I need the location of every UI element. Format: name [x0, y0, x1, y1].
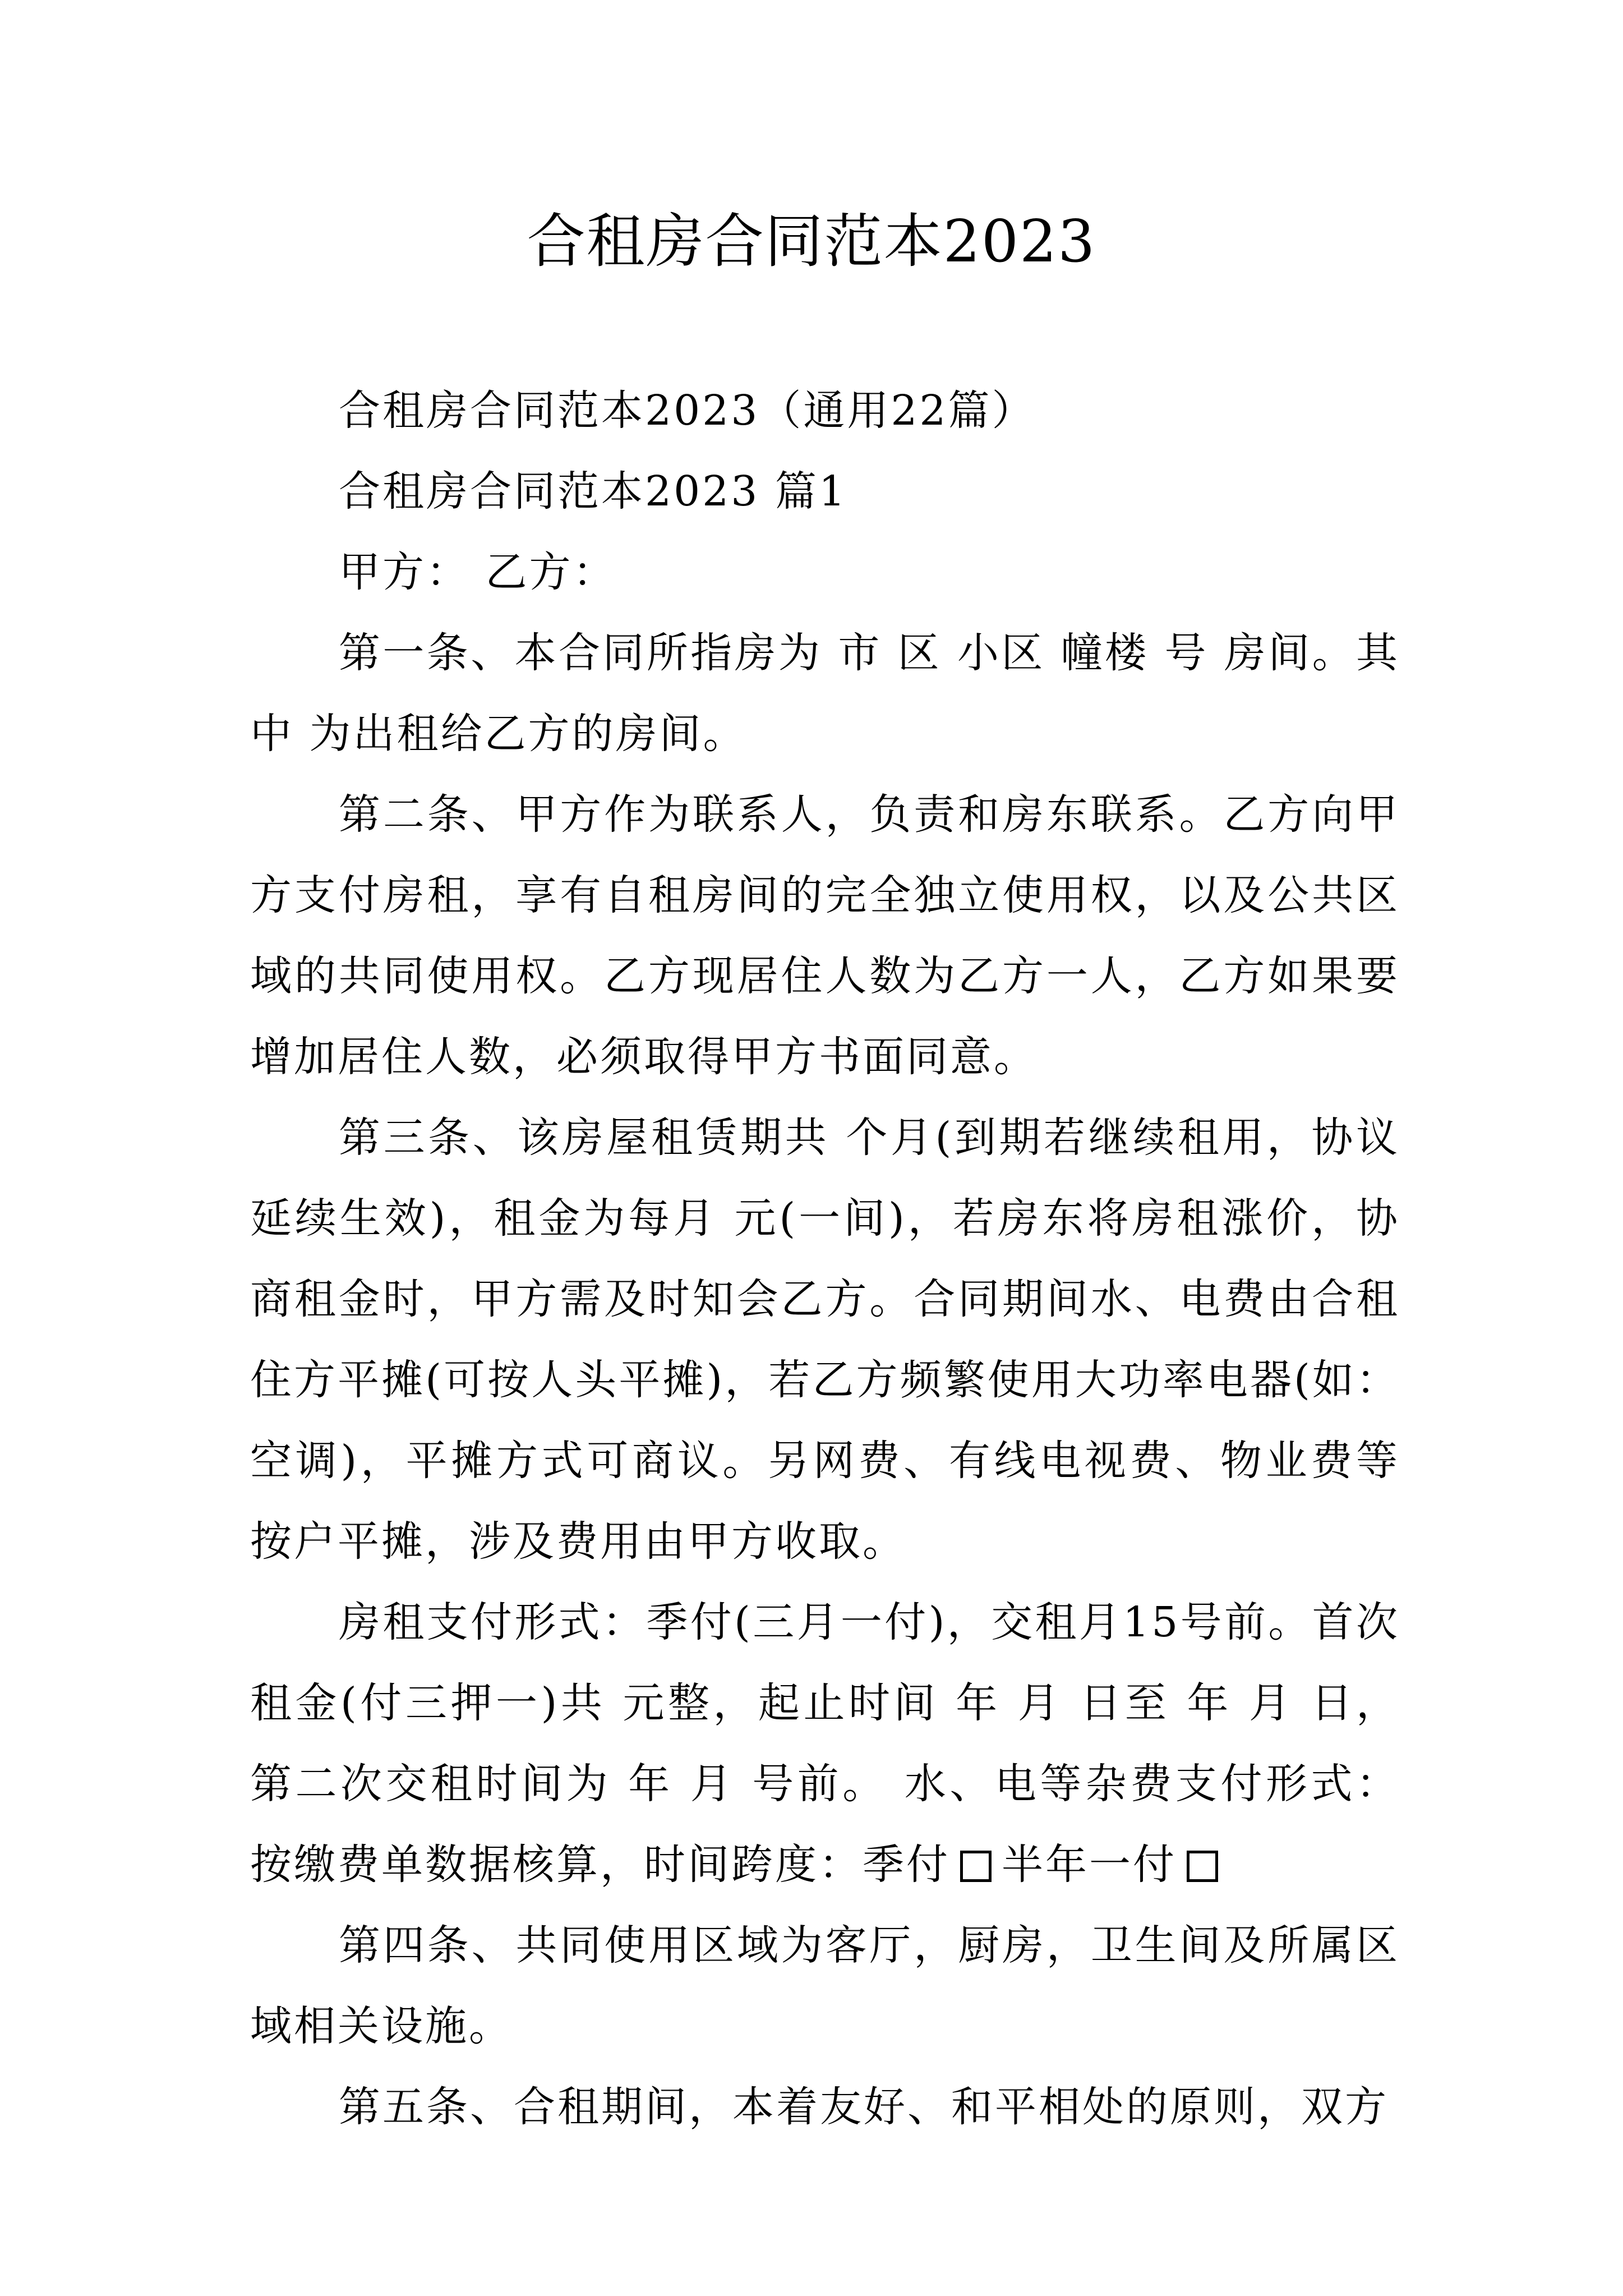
paragraph-article-1: 第一条、本合同所指房为 市 区 小区 幢楼 号 房间。其中 为出租给乙方的房间。 [250, 629, 1400, 758]
document-title: 合租房合同范本2023 [527, 207, 1096, 275]
paragraph-article-2: 第二条、甲方作为联系人，负责和房东联系。乙方向甲方支付房租，享有自租房间的完全独立使用权，以及公共区域的共同使用权。乙方现居住人数为乙方一人，乙方如果要增加居住人数，必须取得甲方书面同意。 [250, 790, 1400, 1081]
paragraph-parties: 甲方： 乙方： [339, 548, 617, 596]
payment-option-half-year: 半年一付 [1002, 1841, 1177, 1889]
paragraph-subtitle: 合租房合同范本2023（通用22篇） [339, 386, 1036, 435]
paragraph-article-4: 第四条、共同使用区域为客厅，厨房，卫生间及所属区域相关设施。 [250, 1921, 1400, 2050]
paragraph-section-heading: 合租房合同范本2023 篇1 [339, 467, 847, 516]
checkbox-half-year-icon[interactable] [1187, 1851, 1218, 1882]
paragraph-article-5: 第五条、合租期间，本着友好、和平相处的原则，双方 [339, 2083, 1389, 2131]
paragraph-article-3: 第三条、该房屋租赁期共 个月(到期若继续租用，协议延续生效)，租金为每月 元(一间)，若房东将房租涨价，协商租金时，甲方需及时知会乙方。合同期间水、电费由合租住方平摊(可按人头平摊)，若乙方频繁使用大功率电器(如：空调)，平摊方式可商议。另网费、有线电视费、物业费等按户平摊，涉及费用由甲方收取。 [250, 1114, 1400, 1566]
paragraph-payment [250, 1582, 1400, 1905]
payment-text: 房租支付形式：季付(三月一付)，交租月15号前。首次租金(付三押一)共 元整，起止时间 年 月 日至 年 月 日，第二次交租时间为 年 月 号前。 水、电等杂费支付形式：按缴费单数据核算，时间跨度：季付 [250, 1598, 1400, 1889]
checkbox-quarterly-icon[interactable] [960, 1851, 992, 1882]
document-body [250, 370, 1400, 2147]
